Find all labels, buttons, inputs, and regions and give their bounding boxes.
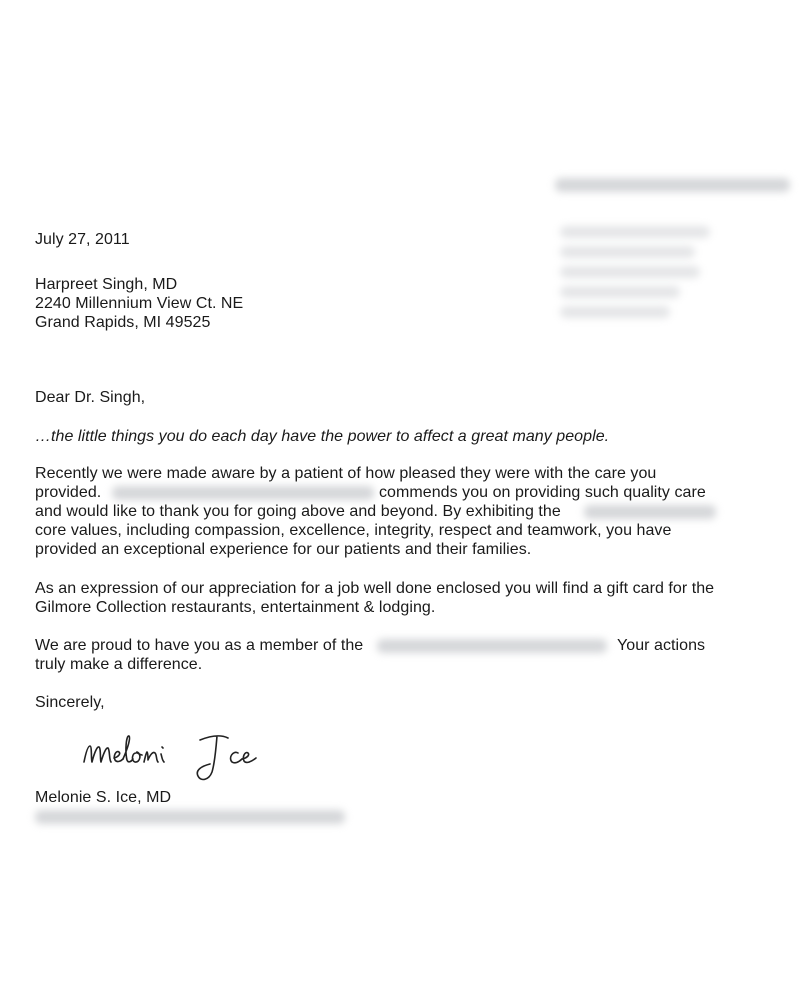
paragraph-1-line: core values, including compassion, excellence, integrity, respect and teamwork, you have bbox=[35, 522, 672, 539]
handwritten-signature bbox=[70, 720, 300, 790]
paragraph-1-line: provided an exceptional experience for our patients and their families. bbox=[35, 541, 532, 558]
salutation: Dear Dr. Singh, bbox=[35, 389, 146, 406]
redacted-organization-name bbox=[112, 486, 374, 500]
redacted-letterhead-address bbox=[560, 286, 680, 298]
redacted-letterhead-address bbox=[560, 266, 700, 278]
closing: Sincerely, bbox=[35, 694, 105, 711]
paragraph-2-line: Gilmore Collection restaurants, entertainment & lodging. bbox=[35, 599, 436, 616]
paragraph-1-line: Recently we were made aware by a patient of how pleased they were with the care you bbox=[35, 465, 657, 482]
paragraph-1-line: provided. bbox=[35, 484, 102, 501]
signer-name: Melonie S. Ice, MD bbox=[35, 789, 172, 806]
redacted-letterhead-address bbox=[560, 226, 710, 238]
redacted-letterhead-address bbox=[560, 246, 695, 258]
paragraph-3-line: truly make a difference. bbox=[35, 656, 203, 673]
redacted-letterhead-line bbox=[555, 178, 790, 192]
letter-date: July 27, 2011 bbox=[35, 231, 130, 248]
redacted-letterhead-address bbox=[560, 306, 670, 318]
recipient-city: Grand Rapids, MI 49525 bbox=[35, 314, 211, 331]
opening-quote: …the little things you do each day have the power to affect a great many people. bbox=[35, 428, 610, 445]
paragraph-3-line: Your actions bbox=[617, 637, 706, 654]
paragraph-3-line: We are proud to have you as a member of the bbox=[35, 637, 364, 654]
recipient-name: Harpreet Singh, MD bbox=[35, 276, 178, 293]
paragraph-2-line: As an expression of our appreciation for a job well done enclosed you will find a gift card for the bbox=[35, 580, 715, 597]
redacted-organization-name bbox=[584, 505, 716, 519]
paragraph-1-line: commends you on providing such quality care bbox=[379, 484, 706, 501]
redacted-organization-name bbox=[377, 639, 607, 653]
redacted-signer-title bbox=[35, 810, 345, 824]
recipient-street: 2240 Millennium View Ct. NE bbox=[35, 295, 244, 312]
paragraph-1-line: and would like to thank you for going above and beyond. By exhibiting the bbox=[35, 503, 561, 520]
